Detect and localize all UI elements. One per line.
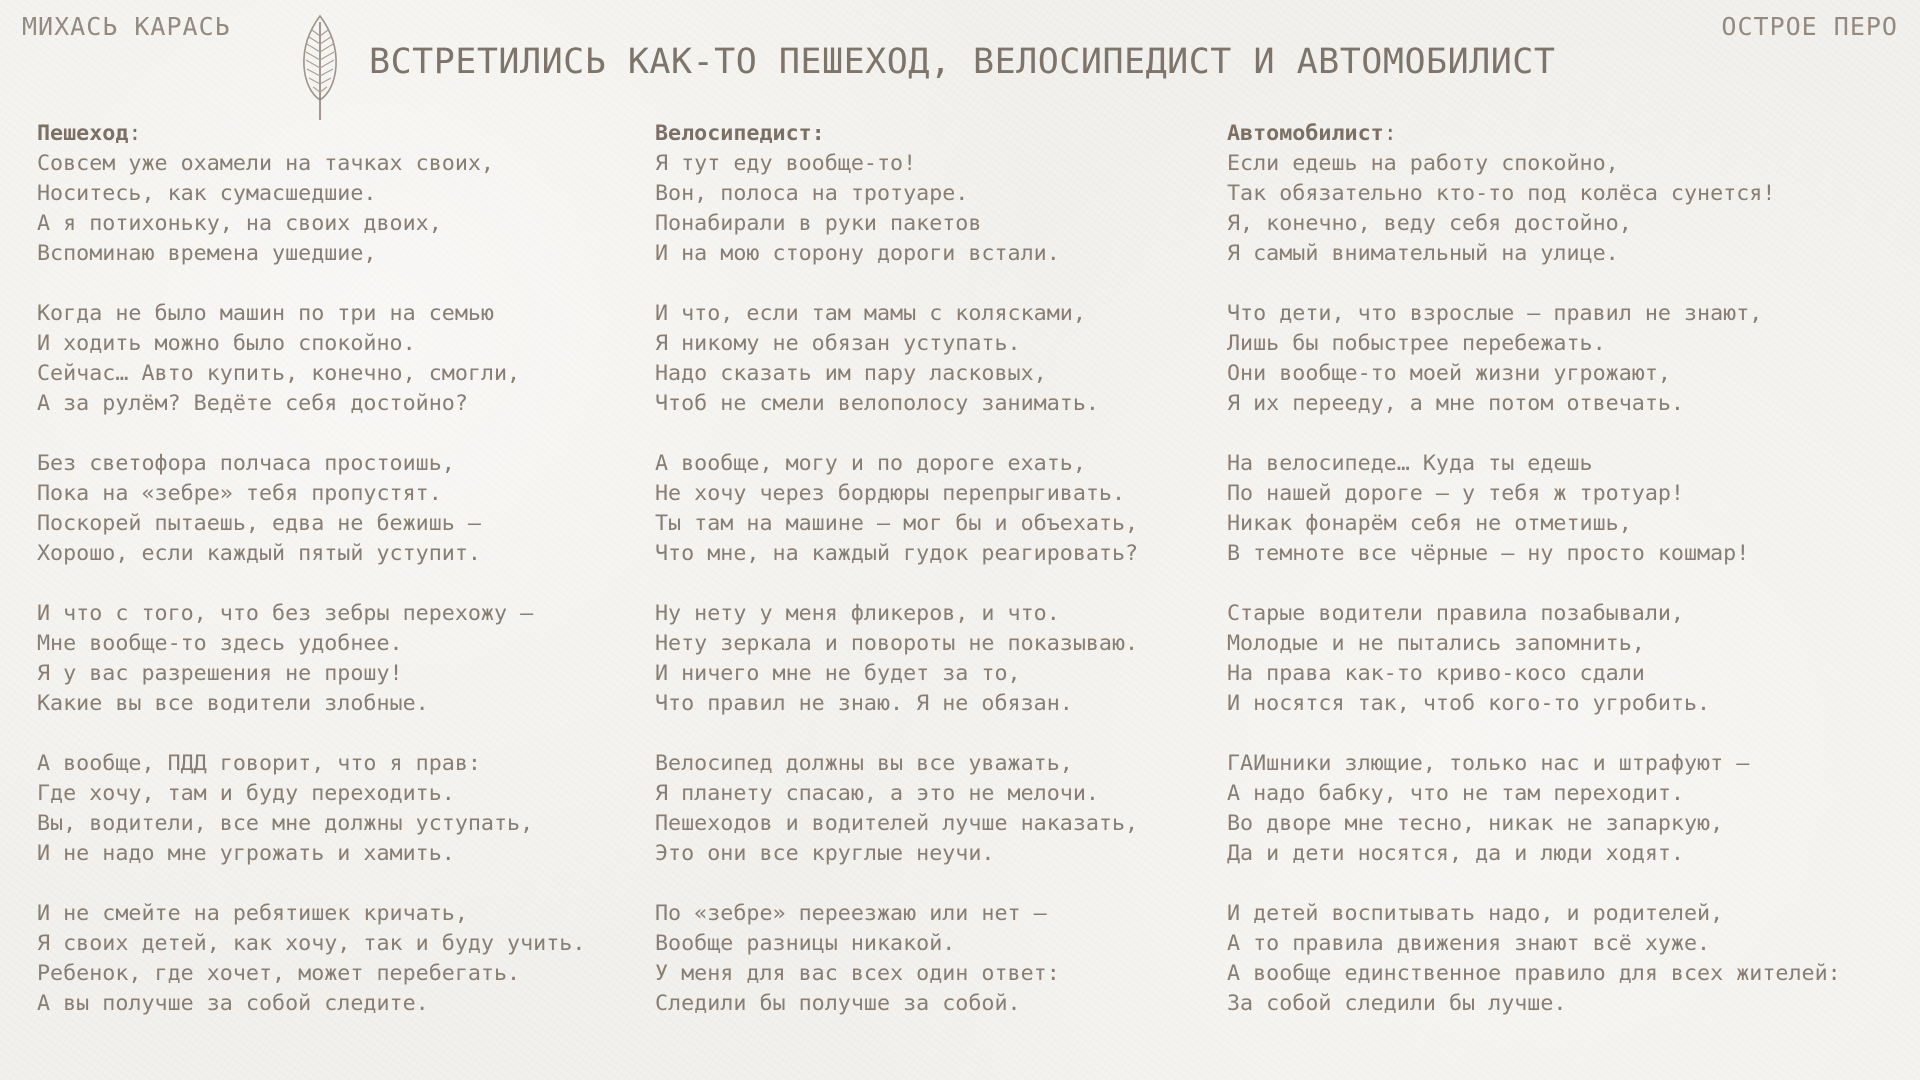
verse-line: Я у вас разрешения не прошу! [37,661,403,686]
stanza [655,749,1138,869]
verse-line: Что правил не знаю. Я не обязан. [655,691,1073,716]
poem-title: ВСТРЕТИЛИСЬ КАК-ТО ПЕШЕХОД, ВЕЛОСИПЕДИСТ И АВТОМОБИЛИСТ [369,42,1556,82]
verse-line: Если едешь на работу спокойно, [1227,151,1619,176]
verse-line: У меня для вас всех один ответ: [655,961,1060,986]
verse-line: Они вообще-то моей жизни угрожают, [1227,361,1671,386]
verse-line: Ребенок, где хочет, может перебегать. [37,961,521,986]
verse-line: На велосипеде… Куда ты едешь [1227,451,1593,476]
speaker-colon: : [128,121,142,146]
verse-line: По «зебре» переезжаю или нет – [655,901,1047,926]
stanza [1227,749,1841,869]
verse-line: А вообще единственное правило для всех жителей: [1227,961,1841,986]
speaker-name: Велосипедист: [655,121,825,146]
verse-line: Когда не было машин по три на семью [37,301,494,326]
stanza [655,299,1138,419]
verse-line: Следили бы получше за собой. [655,991,1021,1016]
verse-line: Ну нету у меня фликеров, и что. [655,601,1060,626]
speaker-heading [655,119,1138,149]
speaker-name: Пешеход [37,121,129,146]
verse-line: Велосипед должны вы все уважать, [655,751,1073,776]
verse-line: Надо сказать им пару ласковых, [655,361,1047,386]
verse-line: А надо бабку, что не там переходит. [1227,781,1684,806]
stanza [655,449,1138,569]
verse-line: Сейчас… Авто купить, конечно, смогли, [37,361,521,386]
verse-line: Я самый внимательный на улице. [1227,241,1619,266]
verse-line: Старые водители правила позабывали, [1227,601,1684,626]
verse-line: Пока на «зебре» тебя пропустят. [37,481,442,506]
verse-line: Молодые и не пытались запомнить, [1227,631,1645,656]
stanza [1227,899,1841,1019]
verse-line: Нету зеркала и повороты не показываю. [655,631,1139,656]
verse-line: Никак фонарём себя не отметишь, [1227,511,1632,536]
stanza [37,599,585,719]
speaker-colon: : [1383,121,1397,146]
stanza [1227,599,1841,719]
verse-line: Так обязательно кто-то под колёса сунется! [1227,181,1776,206]
verse-line: Где хочу, там и буду переходить. [37,781,455,806]
verse-line: А то правила движения знают всё хуже. [1227,931,1711,956]
verse-line: Я никому не обязан уступать. [655,331,1021,356]
verse-line: И не смейте на ребятишек кричать, [37,901,468,926]
author-name: МИХАСЬ КАРАСЬ [22,12,231,41]
verse-line: Не хочу через бордюры перепрыгивать. [655,481,1126,506]
stanza [1227,449,1841,569]
stanza [1227,299,1841,419]
verse-line: Вспоминаю времена ушедшие, [37,241,377,266]
verse-line: Хорошо, если каждый пятый уступит. [37,541,481,566]
verse-line: В темноте все чёрные – ну просто кошмар! [1227,541,1750,566]
verse-line: Что дети, что взрослые – правил не знают, [1227,301,1763,326]
pedestrian-column [37,119,585,1019]
verse-line: И детей воспитывать надо, и родителей, [1227,901,1724,926]
verse-line: Поскорей пытаешь, едва не бежишь – [37,511,481,536]
stanza [655,599,1138,719]
verse-line: Это они все круглые неучи. [655,841,995,866]
verse-line: Вообще разницы никакой. [655,931,956,956]
verse-line: Да и дети носятся, да и люди ходят. [1227,841,1684,866]
verse-line: И что, если там мамы с колясками, [655,301,1086,326]
stanza [37,299,585,419]
brand-name: ОСТРОЕ ПЕРО [1721,12,1898,41]
verse-line: Без светофора полчаса простоишь, [37,451,455,476]
verse-line: Совсем уже охамели на тачках своих, [37,151,494,176]
verse-line: А вообще, ПДД говорит, что я прав: [37,751,481,776]
verse-line: И что с того, что без зебры перехожу – [37,601,534,626]
verse-line: А вообще, могу и по дороге ехать, [655,451,1086,476]
verse-line: Понабирали в руки пакетов [655,211,982,236]
speaker-name: Автомобилист [1227,121,1384,146]
stanza [37,449,585,569]
verse-line: Я их перееду, а мне потом отвечать. [1227,391,1684,416]
verse-line: Во дворе мне тесно, никак не запаркую, [1227,811,1724,836]
verse-line: И ничего мне не будет за то, [655,661,1021,686]
verse-line: И на мою сторону дороги встали. [655,241,1060,266]
verse-line: И не надо мне угрожать и хамить. [37,841,455,866]
verse-line: Мне вообще-то здесь удобнее. [37,631,403,656]
speaker-heading [1227,119,1841,149]
stanza [1227,149,1841,269]
verse-line: Чтоб не смели велополосу занимать. [655,391,1099,416]
verse-line: Носитесь, как сумасшедшие. [37,181,377,206]
verse-line: Что мне, на каждый гудок реагировать? [655,541,1139,566]
verse-line: Лишь бы побыстрее перебежать. [1227,331,1606,356]
verse-line: По нашей дороге – у тебя ж тротуар! [1227,481,1684,506]
verse-line: А вы получше за собой следите. [37,991,429,1016]
driver-column [1227,119,1841,1019]
verse-line: За собой следили бы лучше. [1227,991,1567,1016]
stanza [655,149,1138,269]
verse-line: На права как-то криво-косо сдали [1227,661,1645,686]
stanza [655,899,1138,1019]
verse-line: Я, конечно, веду себя достойно, [1227,211,1632,236]
verse-line: Ты там на машине – мог бы и объехать, [655,511,1139,536]
feather-icon [296,14,344,122]
verse-line: А я потихоньку, на своих двоих, [37,211,442,236]
verse-line: Я своих детей, как хочу, так и буду учить. [37,931,586,956]
verse-line: Я планету спасаю, а это не мелочи. [655,781,1099,806]
verse-line: Вы, водители, все мне должны уступать, [37,811,534,836]
verse-line: И носятся так, чтоб кого-то угробить. [1227,691,1711,716]
verse-line: Вон, полоса на тротуаре. [655,181,969,206]
cyclist-column [655,119,1138,1019]
stanza [37,149,585,269]
verse-line: И ходить можно было спокойно. [37,331,416,356]
stanza [37,749,585,869]
verse-line: Какие вы все водители злобные. [37,691,429,716]
stanza [37,899,585,1019]
verse-line: Пешеходов и водителей лучше наказать, [655,811,1139,836]
verse-line: Я тут еду вообще-то! [655,151,917,176]
verse-line: А за рулём? Ведёте себя достойно? [37,391,468,416]
verse-line: ГАИшники злющие, только нас и штрафуют – [1227,751,1750,776]
speaker-heading [37,119,585,149]
